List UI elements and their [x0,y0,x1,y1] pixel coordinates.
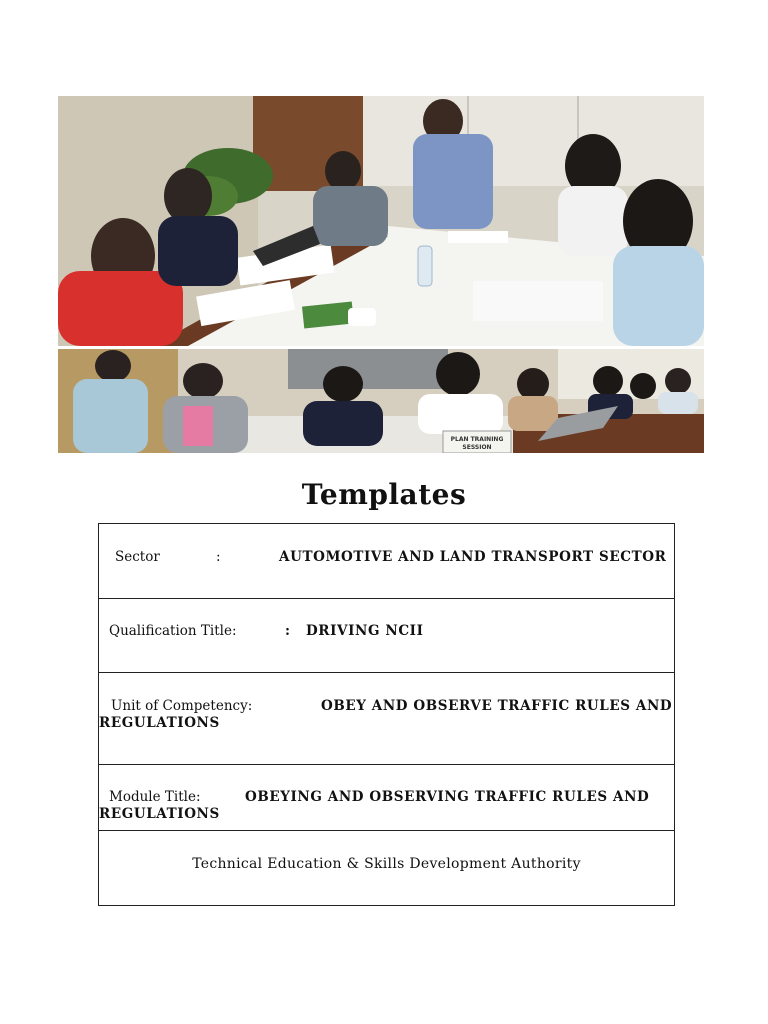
unit-value-line2: REGULATIONS [99,715,220,731]
sector-value: AUTOMOTIVE AND LAND TRANSPORT SECTOR [279,549,667,565]
sign-text-1: PLAN TRAINING [450,436,504,443]
module-info-table [98,523,675,906]
module-title-row [99,765,674,831]
qualification-label: Qualification Title: [109,623,237,639]
agency-row [99,831,674,905]
unit-label: Unit of Competency: [111,698,253,714]
qualification-separator: : [285,623,290,639]
module-value-line1: OBEYING AND OBSERVING TRAFFIC RULES AND [245,789,650,805]
module-label: Module Title: [109,789,201,805]
qualification-value: DRIVING NCII [306,623,424,639]
sector-row [99,524,674,599]
unit-value-line1: OBEY AND OBSERVE TRAFFIC RULES AND [321,698,673,714]
sector-separator: : [216,549,221,565]
agency-name: Technical Education & Skills Development Authority [192,856,581,872]
module-value-line2: REGULATIONS [99,806,220,822]
page-title: Templates [301,478,467,511]
sign-text-2: SESSION [462,444,492,451]
sector-label: Sector [115,549,160,565]
qualification-row [99,599,674,673]
training-photo [58,96,704,453]
unit-of-competency-row [99,673,674,765]
training-photo-collage [58,96,704,453]
